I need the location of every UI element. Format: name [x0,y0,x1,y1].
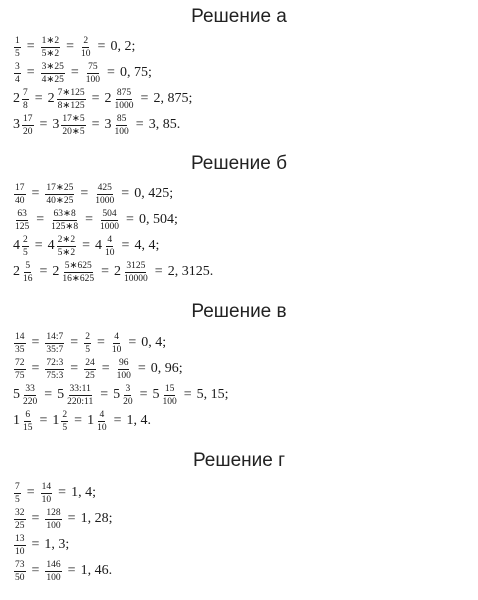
fraction-bar [162,384,178,407]
equals-sign: = [139,387,148,402]
denominator: 40 [15,195,25,206]
whole-part: 5 [57,387,65,402]
equation-line [13,260,213,284]
fraction-bar [14,209,30,232]
equation-line [13,507,112,531]
fraction-bar [114,88,135,111]
equals-sign: = [39,264,48,279]
fraction [13,534,27,557]
equals-sign: = [58,485,67,500]
equals-sign: = [113,413,122,428]
fraction-bar [45,332,64,355]
equals-sign: = [70,335,79,350]
equals-sign: = [67,511,76,526]
whole-part: 2 [52,264,60,279]
fraction [13,332,27,355]
equals-sign: = [121,238,130,253]
denominator: 5 [85,344,90,355]
fraction-bar [22,410,34,433]
fraction-bar [45,560,61,583]
whole-part: 4 [47,238,55,253]
mixed-number [13,410,35,433]
fraction-bar [45,508,61,531]
fraction [44,508,62,531]
fraction-bar [116,358,132,381]
denominator: 5∗2 [57,247,76,258]
fraction [13,482,22,505]
equals-sign: = [34,91,43,106]
equals-sign: = [31,563,40,578]
fraction [44,358,65,381]
fraction-bar [14,36,21,59]
fraction-bar [85,62,101,85]
denominator: 8∗125 [57,100,85,111]
fraction-bar [14,332,26,355]
whole-part: 2 [104,91,112,106]
denominator: 100 [46,572,61,583]
mixed-number [52,261,96,284]
denominator: 125 [15,221,30,232]
denominator: 5 [15,48,20,59]
fraction [93,183,116,206]
fraction [98,209,121,232]
whole-part: 2 [47,91,55,106]
numerator: 7 [15,481,20,492]
denominator: 100 [85,74,101,85]
decimal-result: 1, 3; [44,537,70,552]
numerator: 75 [88,61,98,72]
fraction-bar [61,114,85,137]
equals-sign: = [44,387,53,402]
fraction-bar [50,209,79,232]
equals-sign: = [107,65,115,80]
mixed-number [48,235,77,258]
equals-sign: = [31,186,40,201]
numerator: 5∗625 [64,260,92,271]
fraction-bar [84,332,91,355]
denominator: 1000 [95,195,115,206]
denominator: 100 [114,126,129,137]
denominator: 5∗2 [41,48,60,59]
fraction-bar [22,88,29,111]
fraction-bar [22,384,38,407]
denominator: 25 [85,370,95,381]
denominator: 25 [15,520,25,531]
numerator: 7 [23,87,28,98]
numerator: 13 [15,533,25,544]
fraction [44,183,75,206]
whole-part: 3 [52,117,60,132]
equation-line [13,357,183,381]
denominator: 20 [23,126,33,137]
fraction [40,482,54,505]
section-title: Решение б [190,153,288,174]
numerator: 72 [15,357,25,368]
numerator: 128 [46,507,61,518]
mixed-number [113,384,135,407]
equals-sign: = [101,264,110,279]
section-title: Решение в [191,301,287,322]
fraction [13,508,27,531]
fraction-bar [41,62,65,85]
fraction-bar [57,235,76,258]
fraction [79,36,93,59]
equals-sign: = [101,361,110,376]
numerator: 2 [85,331,90,342]
numerator: 875 [116,87,132,98]
fraction [13,209,31,232]
equals-sign: = [36,212,45,227]
denominator: 20∗5 [62,126,85,137]
equals-sign: = [70,65,79,80]
fraction [115,358,133,381]
decimal-result: 0, 4; [141,335,167,350]
equals-sign: = [39,413,48,428]
fraction-bar [14,358,26,381]
denominator: 35 [15,344,25,355]
numerator: 14:7 [46,331,64,342]
denominator: 35:7 [46,344,64,355]
equals-sign: = [96,335,105,350]
whole-part: 2 [13,264,20,279]
mixed-number [13,384,39,407]
fraction-bar [61,261,95,284]
equals-sign: = [91,91,100,106]
fraction-bar [104,235,116,258]
fraction-bar [14,183,26,206]
numerator: 85 [116,113,127,124]
decimal-result: 1, 4. [126,413,151,428]
equals-sign: = [154,264,163,279]
denominator: 220 [23,396,38,407]
decimal-result: 1, 46. [80,563,113,578]
fraction-bar [14,482,21,505]
equals-sign: = [183,387,192,402]
decimal-result: 2, 3125. [167,264,214,279]
whole-part: 1 [87,413,95,428]
fraction-bar [123,261,149,284]
whole-part: 5 [152,387,160,402]
fraction-bar [45,358,64,381]
mixed-number [52,114,86,137]
whole-part: 3 [13,117,20,132]
fraction [13,358,27,381]
denominator: 220:11 [67,396,94,407]
fraction-bar [14,62,21,85]
mixed-number [13,114,35,137]
whole-part: 5 [13,387,20,402]
denominator: 75:3 [46,370,64,381]
equation-line [13,234,159,258]
equation-line [13,559,112,583]
denominator: 10 [15,546,25,557]
decimal-result: 2, 875; [153,91,193,106]
equals-sign: = [39,117,48,132]
mixed-number [52,410,69,433]
denominator: 100 [46,520,61,531]
mixed-number [57,384,95,407]
fraction-bar [114,114,130,137]
whole-part: 3 [104,117,112,132]
numerator: 17 [23,113,33,124]
denominator: 40∗25 [46,195,74,206]
equation-line [13,409,151,433]
denominator: 5 [23,247,28,258]
equals-sign: = [135,117,144,132]
denominator: 10 [41,494,52,505]
whole-part: 2 [114,264,122,279]
equals-sign: = [140,91,149,106]
numerator: 17∗5 [62,113,85,124]
fraction [83,358,97,381]
equation-line [13,61,152,85]
denominator: 10 [111,344,122,355]
equation-line [13,87,192,111]
equals-sign: = [31,537,40,552]
equals-sign: = [31,361,40,376]
denominator: 10 [97,422,107,433]
decimal-result: 0, 96; [150,361,183,376]
equation-line [13,331,166,355]
numerator: 425 [97,182,112,193]
equals-sign: = [26,65,35,80]
denominator: 10 [81,48,91,59]
section-title: Решение г [192,450,286,471]
mixed-number [153,384,179,407]
equals-sign: = [26,485,35,500]
denominator: 15 [23,422,33,433]
decimal-result: 0, 504; [138,212,178,227]
fraction-bar [22,261,34,284]
whole-part: 1 [13,413,20,428]
mixed-number [13,261,35,284]
equals-sign: = [31,511,40,526]
fraction [83,332,92,355]
numerator: 2 [62,409,68,420]
fraction-bar [14,560,26,583]
equals-sign: = [70,361,79,376]
equation-line [13,113,180,137]
numerator: 33:11 [69,383,91,394]
fraction-bar [66,384,94,407]
equals-sign: = [137,361,146,376]
fraction [110,332,124,355]
numerator: 1 [15,35,20,46]
fraction-bar [41,36,60,59]
fraction [40,62,66,85]
decimal-result: 1, 4; [71,485,96,500]
fraction [40,36,61,59]
fraction-bar [41,482,53,505]
numerator: 2 [83,35,89,46]
numerator: 3 [15,61,20,72]
fraction-bar [96,410,108,433]
decimal-result: 5, 15; [196,387,229,402]
equals-sign: = [85,212,94,227]
fraction-bar [84,358,96,381]
equals-sign: = [126,212,134,227]
numerator: 2∗2 [57,234,76,245]
numerator: 14 [15,331,25,342]
numerator: 4 [107,234,113,245]
numerator: 14 [41,481,52,492]
denominator: 1000 [114,100,134,111]
numerator: 2 [23,234,28,245]
fraction [13,36,22,59]
fraction-bar [22,114,34,137]
equals-sign: = [80,186,89,201]
denominator: 16 [23,273,33,284]
fraction [44,332,65,355]
whole-part: 4 [13,238,20,253]
numerator: 504 [102,208,117,219]
equals-sign: = [31,335,40,350]
equals-sign: = [26,39,35,54]
numerator: 24 [85,357,95,368]
mixed-number [105,88,136,111]
numerator: 72:3 [46,357,64,368]
mixed-number [13,235,30,258]
numerator: 7∗125 [57,87,85,98]
denominator: 10000 [124,273,148,284]
numerator: 5 [25,260,31,271]
whole-part: 2 [13,91,20,106]
fraction-bar [122,384,134,407]
decimal-result: 0, 425; [134,186,174,201]
equals-sign: = [82,238,91,253]
numerator: 3 [125,383,131,394]
fraction [84,62,102,85]
fraction [13,183,27,206]
fraction-bar [111,332,123,355]
denominator: 5 [15,494,20,505]
numerator: 17 [15,182,25,193]
fraction-bar [94,183,115,206]
mixed-number [95,235,117,258]
decimal-result: 0, 2; [110,39,136,54]
denominator: 1000 [100,221,120,232]
fraction [49,209,80,232]
numerator: 4 [99,409,105,420]
equals-sign: = [121,186,130,201]
fraction-bar [45,183,74,206]
numerator: 15 [164,383,175,394]
whole-part: 4 [95,238,103,253]
whole-part: 5 [113,387,121,402]
denominator: 8 [23,100,28,111]
denominator: 100 [116,370,131,381]
equals-sign: = [74,413,83,428]
numerator: 4 [114,331,119,342]
denominator: 75 [15,370,25,381]
denominator: 4∗25 [41,74,64,85]
numerator: 1∗2 [41,35,60,46]
numerator: 146 [46,559,61,570]
fraction-bar [22,235,29,258]
equals-sign: = [66,39,75,54]
numerator: 96 [118,357,129,368]
fraction-bar [14,534,26,557]
decimal-result: 3, 85. [148,117,181,132]
denominator: 20 [123,396,133,407]
numerator: 63 [17,208,27,219]
equation-line [13,35,135,59]
numerator: 73 [15,559,25,570]
denominator: 50 [15,572,25,583]
equals-sign: = [67,563,76,578]
section-title: Решение а [191,6,287,27]
fraction [13,560,27,583]
denominator: 5 [62,422,68,433]
equation-line [13,383,229,407]
fraction-bar [80,36,92,59]
equation-line [13,182,173,206]
fraction-bar [14,508,26,531]
numerator: 3125 [126,260,146,271]
equation-line [13,208,178,232]
equation-line [13,533,69,557]
numerator: 6 [25,409,31,420]
equals-sign: = [97,39,106,54]
equals-sign: = [100,387,109,402]
fraction-bar [61,410,68,433]
fraction-bar [57,88,86,111]
numerator: 32 [15,507,25,518]
mixed-number [114,261,150,284]
fraction-bar [99,209,120,232]
mixed-number [105,114,131,137]
mixed-number [13,88,30,111]
equals-sign: = [91,117,100,132]
numerator: 17∗25 [46,182,74,193]
whole-part: 1 [52,413,60,428]
mixed-number [48,88,87,111]
equation-line [13,481,96,505]
numerator: 33 [25,383,35,394]
denominator: 100 [162,396,177,407]
equals-sign: = [128,335,137,350]
denominator: 125∗8 [51,221,79,232]
denominator: 10 [105,247,115,258]
mixed-number [87,410,109,433]
decimal-result: 1, 28; [80,511,113,526]
equals-sign: = [34,238,43,253]
fraction [44,560,62,583]
decimal-result: 0, 75; [119,65,152,80]
denominator: 4 [15,74,20,85]
numerator: 63∗8 [53,208,76,219]
decimal-result: 4, 4; [134,238,160,253]
denominator: 16∗625 [62,273,95,284]
fraction [13,62,22,85]
numerator: 3∗25 [41,61,64,72]
